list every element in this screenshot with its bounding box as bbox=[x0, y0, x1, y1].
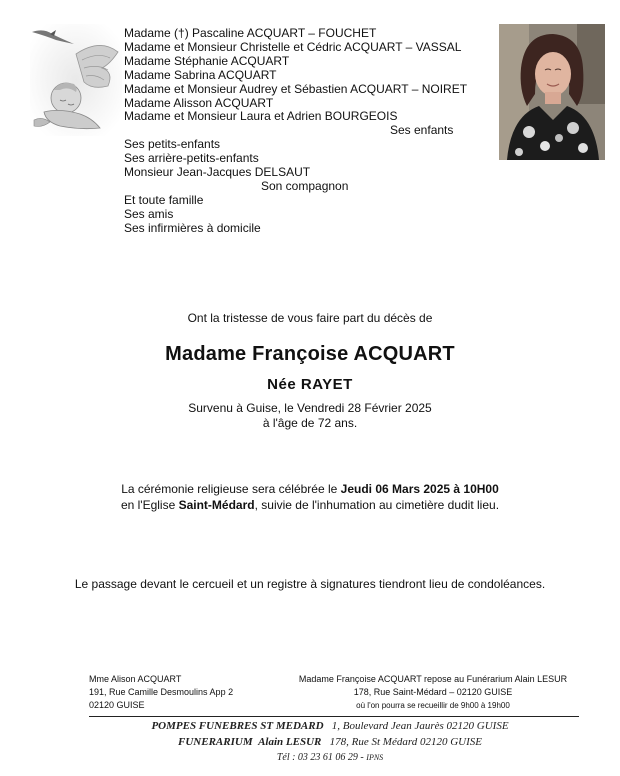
funerarium-address: 178, Rue St Médard 02120 GUISE bbox=[329, 736, 482, 748]
funeral-home-address: 1, Boulevard Jean Jaurès 02120 GUISE bbox=[331, 720, 509, 732]
maiden-name: Née RAYET bbox=[267, 376, 353, 393]
funeral-home-line-2 bbox=[0, 736, 620, 748]
contact-address bbox=[89, 673, 233, 712]
death-details bbox=[0, 401, 620, 431]
family-line: Madame (†) Pascaline ACQUART – FOUCHET bbox=[124, 26, 377, 40]
church-prefix: en l'Eglise bbox=[120, 498, 179, 512]
family-line: Madame et Monsieur Christelle et Cédric ACQUART – VASSAL bbox=[124, 39, 462, 54]
portrait-photo bbox=[499, 24, 605, 160]
death-date: Survenu à Guise, le Vendredi 28 Février 2025 bbox=[188, 401, 432, 415]
companion-line: Monsieur Jean-Jacques DELSAUT bbox=[124, 165, 311, 180]
family-line: Madame et Monsieur Audrey et Sébastien ACQUART – NOIRET bbox=[124, 81, 468, 96]
family-line: Madame Sabrina ACQUART bbox=[124, 67, 277, 82]
contact-street: 191, Rue Camille Desmoulins App 2 bbox=[89, 687, 234, 697]
funeral-home-line-3 bbox=[0, 752, 620, 763]
great-grandchildren-line: Ses arrière-petits-enfants bbox=[124, 151, 259, 166]
age-text: à l'âge de 72 ans. bbox=[262, 416, 358, 430]
ceremony-line-1 bbox=[0, 481, 620, 497]
rest-info bbox=[283, 673, 583, 712]
intro-text: Ont la tristesse de vous faire part du décès de bbox=[187, 311, 433, 325]
funerarium-name: FUNERARIUM bbox=[178, 736, 253, 748]
funeral-home-line-1 bbox=[0, 720, 620, 732]
divider bbox=[89, 716, 579, 717]
ceremony-line-2 bbox=[0, 497, 620, 513]
funeral-home-phone: Tél : 03 23 61 06 29 - bbox=[276, 752, 364, 763]
rest-line-1: Madame Françoise ACQUART repose au Funérarium Alain LESUR bbox=[298, 674, 568, 684]
friends-line: Ses amis bbox=[124, 206, 174, 221]
family-line: Madame Alisson ACQUART bbox=[124, 95, 274, 110]
condolences-text: Le passage devant le cercueil et un registre à signatures tiendront lieu de condoléances. bbox=[74, 577, 546, 591]
other-family-line: Et toute famille bbox=[124, 192, 204, 207]
angel-illustration bbox=[30, 24, 122, 136]
family-line: Madame Stéphanie ACQUART bbox=[124, 53, 290, 68]
ceremony-text: La cérémonie religieuse sera célébrée le bbox=[121, 482, 341, 496]
grandchildren-line: Ses petits-enfants bbox=[124, 137, 221, 152]
funerarium-owner: Alain LESUR bbox=[258, 736, 322, 748]
nurses-line: Ses infirmières à domicile bbox=[124, 220, 261, 235]
family-line: Madame et Monsieur Laura et Adrien BOURGEOIS bbox=[124, 109, 398, 124]
rest-line-3: où l'on pourra se recueillir de 9h00 à 19h00 bbox=[356, 701, 510, 710]
contact-name: Mme Alison ACQUART bbox=[89, 674, 182, 684]
rest-line-2: 178, Rue Saint-Médard – 02120 GUISE bbox=[353, 687, 513, 697]
ceremony-date: Jeudi 06 Mars 2025 à 10H00 bbox=[340, 482, 499, 496]
burial-text: , suivie de l'inhumation au cimetière dudit lieu. bbox=[254, 498, 500, 512]
ipns-label: IPNS bbox=[366, 753, 384, 762]
funeral-home-name: POMPES FUNEBRES ST MEDARD bbox=[151, 720, 324, 732]
deceased-name: Madame Françoise ACQUART bbox=[165, 343, 455, 365]
family-list bbox=[124, 27, 467, 236]
role-companion: Son compagnon bbox=[261, 178, 349, 193]
role-children: Ses enfants bbox=[390, 123, 454, 138]
contact-city: 02120 GUISE bbox=[89, 700, 145, 710]
ceremony-info bbox=[0, 481, 620, 513]
church-name: Saint-Médard bbox=[178, 498, 255, 512]
